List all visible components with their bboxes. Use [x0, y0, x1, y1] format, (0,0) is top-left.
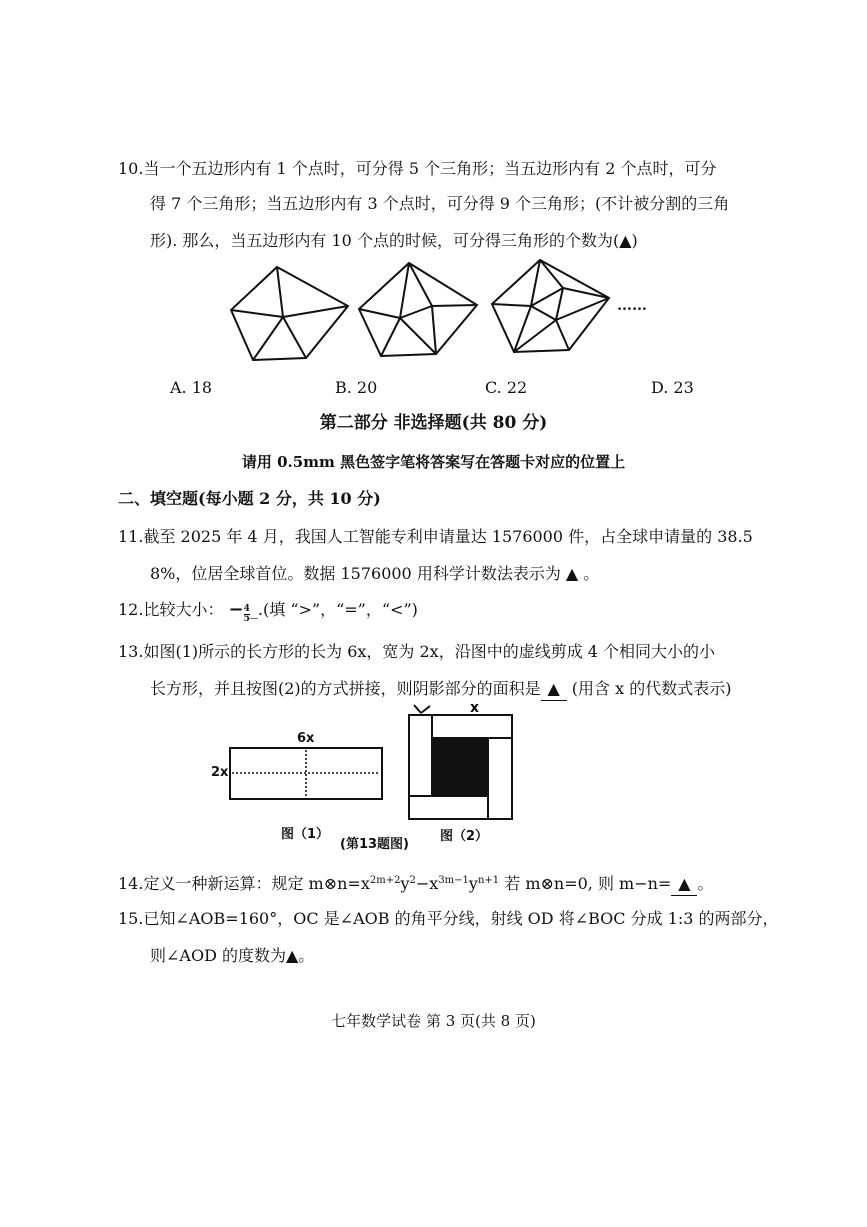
q13-fig1-width-label: 2x [211, 765, 229, 780]
q14-exp4: n+1 [477, 875, 500, 886]
q13-line2-a: 长方形，并且按图(2)的方式拼接，则阴影部分的面积是 [150, 679, 541, 698]
q12-suffix: .(填 “>”，“=”，“<”) [257, 600, 418, 619]
q12-fraction-numerator: 4 [243, 604, 250, 614]
q14-exp1: 2m+2 [369, 875, 401, 886]
q13-figure-2 [409, 705, 512, 819]
pentagon-2-points [359, 263, 477, 356]
q15-line2: 则∠AOD 的度数为▲。 [150, 946, 315, 965]
q10-line1: 10.当一个五边形内有 1 个点时，可分得 5 个三角形；当五边形内有 2 个点时，可分 [118, 159, 717, 178]
q13-line2-b: (用含 x 的代数式表示) [566, 679, 732, 698]
q13-fig2-caption: 图（2） [440, 829, 489, 844]
q13-fig1-caption: 图（1） [281, 827, 330, 842]
q10-line3: 形). 那么，当五边形内有 10 个点的时候，可分得三角形的个数为(▲) [150, 231, 638, 250]
q15-line1: 15.已知∠AOB=160°，OC 是∠AOB 的角平分线，射线 OD 将∠BOC 分成 1:3 的两部分， [118, 909, 779, 928]
q14-prefix: 14.定义一种新运算：规定 m⊗n=x [118, 874, 370, 893]
part2-title: 第二部分 非选择题(共 80 分) [319, 413, 548, 433]
q13-fig2-top-label: x [470, 700, 480, 716]
q14-mid3: y [468, 874, 478, 893]
q14-mid1: y [400, 874, 410, 893]
q14-exp2: 2 [409, 875, 416, 886]
q14-suffix: 若 m⊗n=0, 则 m−n= [499, 874, 672, 893]
q10-option-b: B. 20 [335, 378, 378, 397]
q14-line [118, 870, 713, 896]
q10-option-a: A. 18 [170, 378, 213, 397]
q13-fig1-length-label: 6x [297, 731, 315, 746]
pentagon-3-points [492, 260, 609, 352]
pentagon-1-point [231, 267, 348, 360]
q11-line2: 8%，位居全球首位。数据 1576000 用科学计数法表示为 ▲ 。 [150, 564, 600, 583]
q13-figure-1 [230, 748, 382, 799]
section2-title: 二、填空题(每小题 2 分，共 10 分) [118, 489, 381, 508]
part2-instruction: 请用 0.5mm 黑色签字笔将答案写在答题卡对应的位置上 [241, 453, 626, 471]
q14-end: 。 [697, 874, 714, 893]
q10-line2: 得 7 个三角形；当五边形内有 3 个点时，可分得 9 个三角形；(不计被分割的三角 [150, 194, 730, 213]
page-footer: 七年数学试卷 第 3 页(共 8 页) [331, 1012, 536, 1030]
q14-answer-blank: ▲ [671, 873, 697, 896]
q13-line2 [150, 678, 731, 701]
q12-prefix: 12.比较大小： [118, 600, 224, 619]
q10-option-d: D. 23 [651, 378, 694, 397]
q13-figure-caption: (第13题图) [340, 837, 409, 852]
q11-line1: 11.截至 2025 年 4 月，我国人工智能专利申请量达 1576000 件，占全球申请量的 38.5 [118, 527, 753, 546]
q10-option-c: C. 22 [485, 378, 528, 397]
q14-mid2: −x [415, 874, 439, 893]
q12-blank: _ [249, 600, 258, 619]
q13-line1: 13.如图(1)所示的长方形的长为 6x，宽为 2x，沿图中的虚线剪成 4 个相同大小的小 [118, 642, 716, 661]
q12-minus: − [228, 599, 244, 620]
q12-fraction-denominator: 5 [243, 614, 250, 624]
q13-answer-blank: ▲ [541, 678, 567, 701]
q14-exp3: 3m−1 [438, 875, 469, 886]
q10-continuation-dots: …… [617, 296, 647, 314]
q12-line [118, 599, 418, 624]
